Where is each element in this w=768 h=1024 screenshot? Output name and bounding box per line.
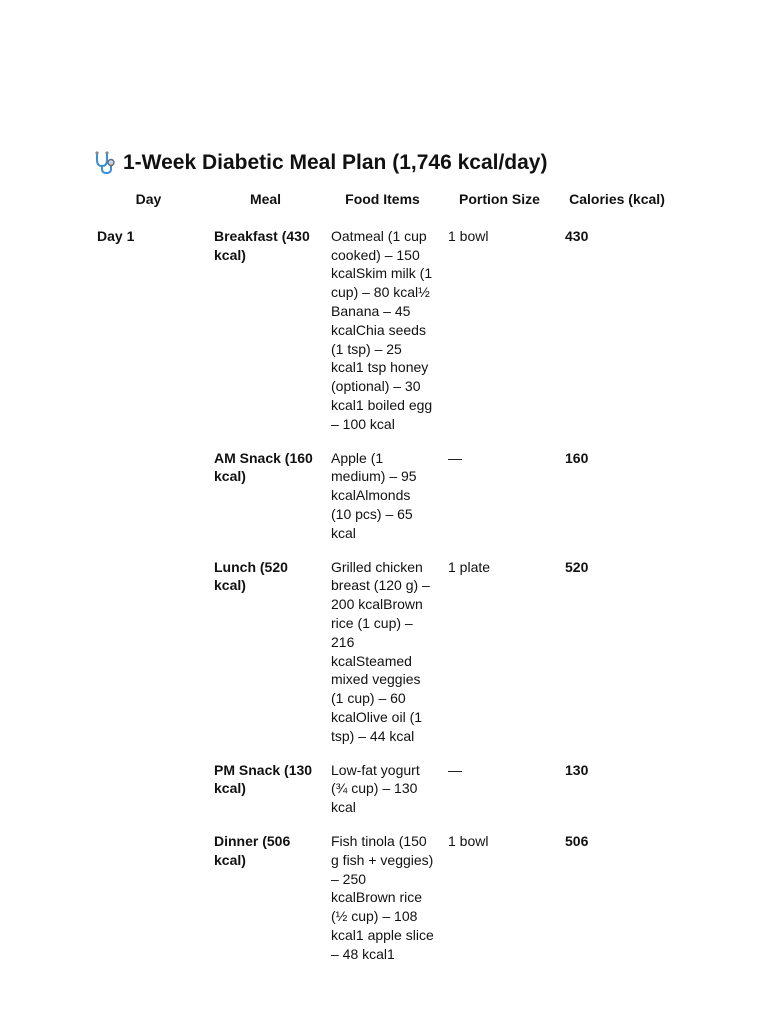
header-day: Day [135, 191, 162, 207]
calories-cell: 160 [565, 449, 589, 466]
portion-cell: — [448, 761, 462, 778]
meal-cell: Dinner (506 kcal) [214, 832, 291, 868]
calories-cell: 506 [565, 832, 589, 849]
page-title [92, 148, 547, 178]
table-row [90, 824, 676, 971]
day-cell: Day 1 [97, 227, 135, 244]
table-header-row [90, 186, 676, 219]
portion-cell: 1 bowl [448, 227, 489, 244]
header-meal: Meal [249, 191, 282, 207]
portion-cell: 1 plate [448, 558, 491, 575]
food-cell: Apple (1 medium) – 95 kcalAlmonds (10 pcs) – 65 kcal [331, 449, 417, 541]
meal-cell: PM Snack (130 kcal) [214, 761, 313, 797]
calories-cell: 130 [565, 761, 589, 778]
day-cell [90, 550, 207, 753]
food-cell: Low-fat yogurt (¾ cup) – 130 kcal [331, 761, 420, 816]
header-portion-size: Portion Size [459, 191, 540, 207]
title-text: 1-Week Diabetic Meal Plan (1,746 kcal/day) [123, 151, 548, 174]
portion-cell: 1 bowl [448, 832, 489, 849]
meal-cell: AM Snack (160 kcal) [214, 449, 313, 485]
table-row [90, 219, 676, 441]
calories-cell: 520 [565, 558, 589, 575]
meal-plan-table [90, 186, 676, 970]
meal-cell: Lunch (520 kcal) [214, 558, 288, 594]
table-row [90, 753, 676, 824]
table-row [90, 441, 676, 550]
food-cell: Fish tinola (150 g fish + veggies) – 250 kcalBrown rice (½ cup) – 108 kcal1 apple slice – 48 kcal1 [331, 832, 434, 962]
meal-cell: Breakfast (430 kcal) [214, 227, 310, 263]
header-food-items: Food Items [345, 191, 420, 207]
stethoscope-icon [92, 150, 118, 176]
header-calories: Calories (kcal) [569, 191, 665, 207]
calories-cell: 430 [565, 227, 589, 244]
portion-cell: — [448, 449, 462, 466]
day-cell [90, 441, 207, 550]
day-cell [90, 824, 207, 971]
food-cell: Grilled chicken breast (120 g) – 200 kcalBrown rice (1 cup) – 216 kcalSteamed mixed veggies (1 cup) – 60 kcalOlive oil (1 tsp) – 44 kcal [331, 558, 430, 744]
table-row [90, 550, 676, 753]
day-cell [90, 753, 207, 824]
food-cell: Oatmeal (1 cup cooked) – 150 kcalSkim milk (1 cup) – 80 kcal½ Banana – 45 kcalChia seeds (1 tsp) – 25 kcal1 tsp honey (optional) – 30 kcal1 boiled egg – 100 kcal [331, 227, 433, 432]
